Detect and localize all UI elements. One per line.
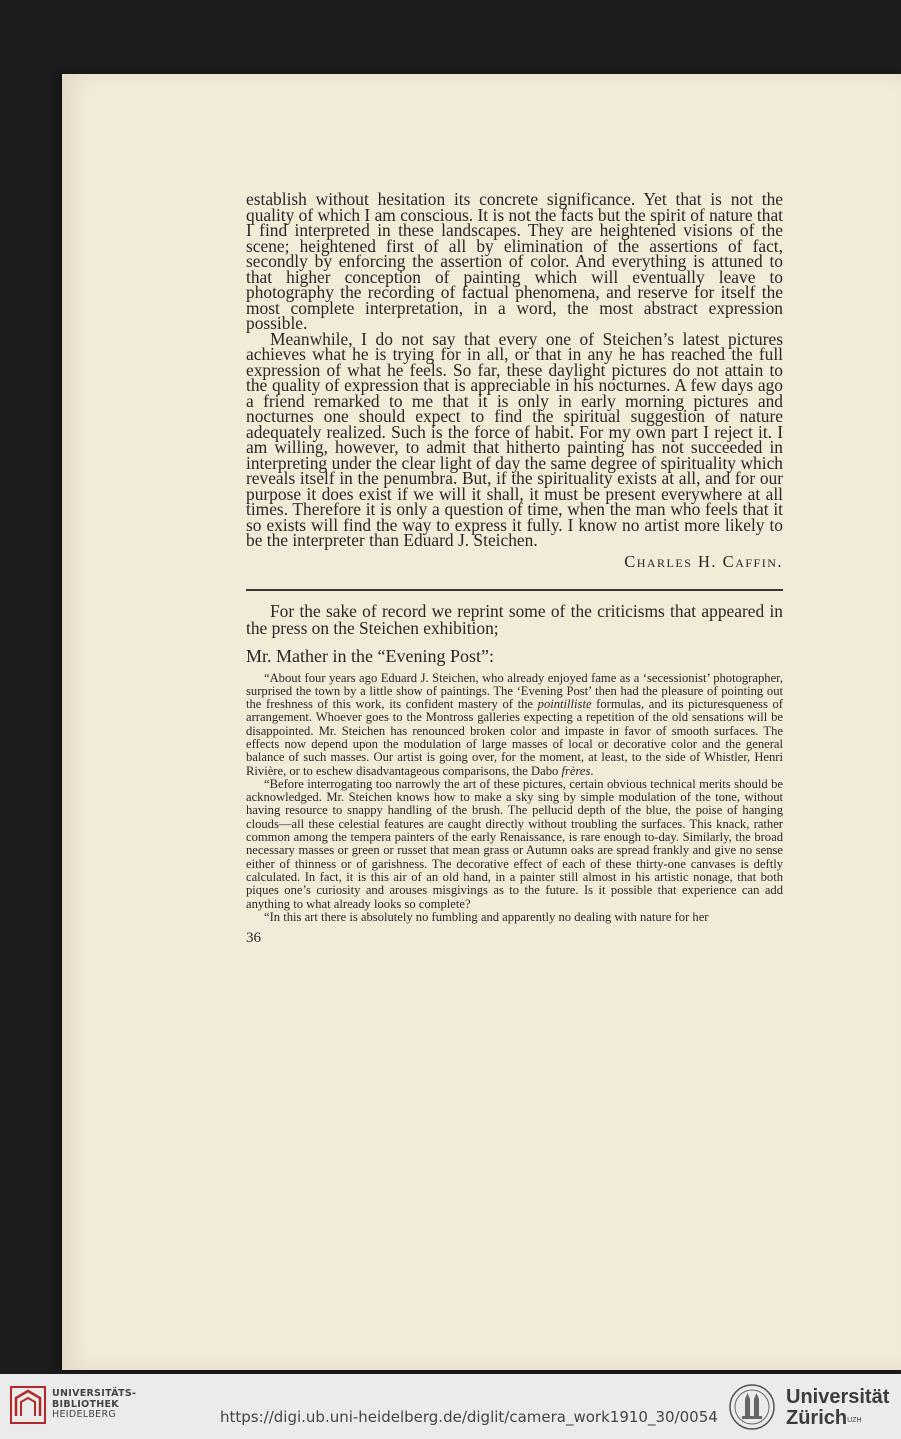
quote-italic-term: pointilliste <box>537 697 592 712</box>
page-content <box>246 189 783 947</box>
essay-paragraph: establish without hesitation its concrete significance. Yet that is not the quality of which I am conscious. It is not the facts but the spirit of nature that I find interpreted in these landscapes. They are heightened visions of the scene; heightened first of all by elimination of the assertions of fact, secondly by enforcing the assertion of color. And everything is attuned to that higher conception of painting which will eventually leave to photography the recording of factual phenomena, and reserve for itself the most complete interpretation, in a word, the most abstract expression possible. <box>246 189 783 333</box>
document-url[interactable]: https://digi.ub.uni-heidelberg.de/diglit/camera_work1910_30/0054 <box>220 1408 718 1426</box>
page-number: 36 <box>246 930 261 947</box>
quote-text: . <box>590 763 594 778</box>
quote-heading: Mr. Mather in the “Evening Post”: <box>246 645 494 666</box>
quote-paragraph: “In this art there is absolutely no fumbling and apparently no dealing with nature for her <box>264 909 709 924</box>
uzh-city: Zürich <box>786 1407 848 1429</box>
viewer-footer <box>0 1374 901 1439</box>
university-seal-icon <box>728 1383 776 1431</box>
library-name-line: HEIDELBERG <box>52 1409 117 1420</box>
intro-paragraph: For the sake of record we reprint some of the criticisms that appeared in the press on the Steichen exhibition; <box>246 600 783 638</box>
uzh-name-line: Universität <box>786 1386 890 1408</box>
section-divider <box>246 589 783 591</box>
university-zurich-logo <box>786 1387 889 1429</box>
quote-paragraph: “Before interrogating too narrowly the art of these pictures, certain obvious technical merits should be acknowledged. Mr. Steichen knows how to make a sky sing by simple modulation of the tone, without having resource to snappy handling of the brush. The pellucid depth of the blue, the poise of hanging clouds—all these celestial features are caught directly without troubling the surfaces. This knack, rather common among the tempera painters of the early Renaissance, is rare enough to-day. Similarly, the broad necessary masses or green or russet that mean grass or Autumn oaks are spread frankly and give no sense either of thinness or of garishness. The decorative effect of each of these thirty-one canvases is deftly calculated. In fact, it is this air of an old hand, in a painter still almost in his artistic nonage, that both piques one’s curiosity and arouses misgivings as to the future. Is it possible that experience can add anything to what already looks so complete? <box>246 776 783 911</box>
quote-text: formulas, and its picturesqueness of arrangement. Whoever goes to the Montross galleries expecting a repetition of the old sensations will be disappointed. Mr. Steichen has renounced broken color and impaste in favor of smooth surfaces. The effects now depend upon the modulation of large masses of local or decorative color and the general balance of such masses. Our artist is going over, for the moment, at least, to the side of Whistler, Henri Rivière, or to eschew disadvantageous comparisons, the Dabo <box>246 697 783 778</box>
quote-italic-term: frères <box>561 763 591 778</box>
book-page <box>62 74 901 1370</box>
library-name <box>52 1389 136 1421</box>
library-name-line: BIBLIOTHEK <box>52 1398 119 1410</box>
heidelberg-library-logo-icon <box>10 1386 46 1424</box>
author-signature: Charles H. Caffin. <box>624 551 783 571</box>
quote-paragraph <box>246 672 783 778</box>
quote-text: “About four years ago Eduard J. Steichen, who already enjoyed fame as a ‘secessionist’ photographer, surprised the town by a little show of paintings. The ‘Evening Post’ then had the pleasure of pointing out the freshness of this work, its confident mastery of the <box>246 670 783 712</box>
uzh-abbrev: UZH <box>847 1417 862 1424</box>
essay-paragraph: Meanwhile, I do not say that every one of Steichen’s latest pictures achieves what he is trying for in all, or that in any he has reached the full expression of what he feels. So far, these daylight pictures do not attain to the quality of expression that is appreciable in his nocturnes. A few days ago a friend remarked to me that it is only in early morning pictures and nocturnes one should expect to find the spiritual suggestion of nature adequately realized. Such is the force of habit. For my own part I reject it. I am willing, however, to admit that hitherto painting has not succeeded in interpreting under the clear light of day the same degree of spirituality which reveals itself in the penumbra. But, if the spirituality exists at all, and for our purpose it does exist if we will it shall, it must be present everywhere at all times. Therefore it is only a question of time, when the man who feels that it so exists will find the way to express it fully. I know no artist more likely to be the interpreter than Eduard J. Steichen. <box>246 328 783 550</box>
essay-text <box>246 189 783 550</box>
press-quote <box>246 672 783 925</box>
uzh-name-line <box>786 1408 889 1429</box>
library-name-line: UNIVERSITÄTS- <box>52 1388 137 1399</box>
